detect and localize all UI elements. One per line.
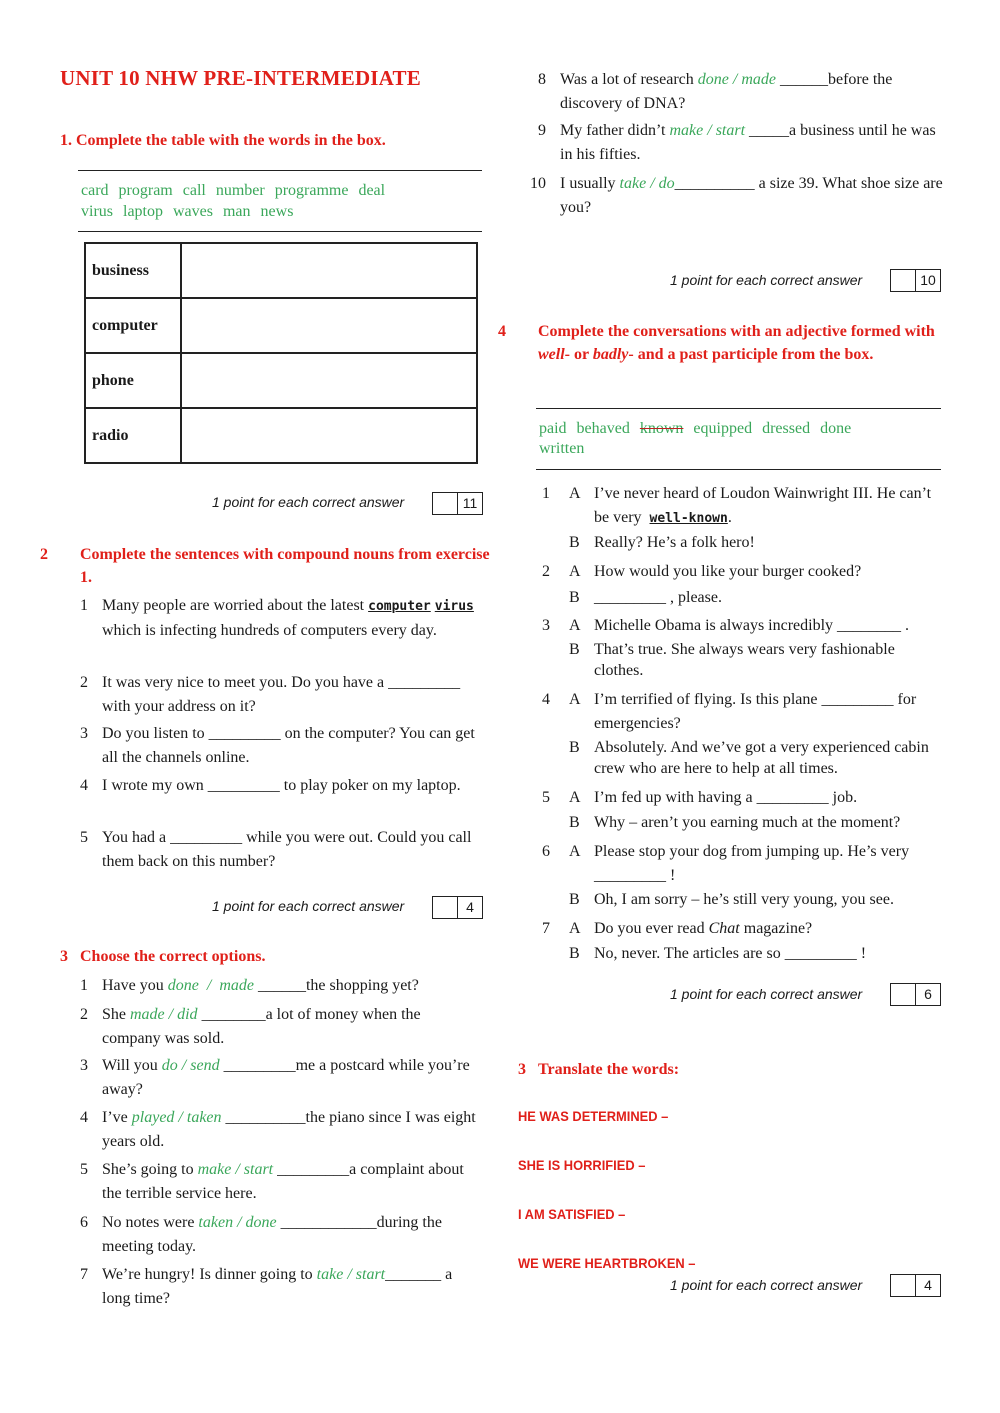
ex4-box-bottom-rule xyxy=(536,469,941,470)
word: deal xyxy=(358,182,386,199)
speaker-a: A xyxy=(569,485,581,502)
speaker-b: B xyxy=(569,589,580,606)
item-number: 3 xyxy=(80,1057,88,1074)
option-separator: / xyxy=(646,175,659,192)
conv-number: 2 xyxy=(542,563,550,580)
conv-line-b: Why – aren’t you earning much at the moment? xyxy=(594,814,901,831)
item-number: 1 xyxy=(80,977,88,994)
item-text-part: ________a lot of money when the company was sold. xyxy=(102,1006,421,1047)
ex1-points-label: 1 point for each correct answer xyxy=(212,494,405,510)
conv-line-a: Michelle Obama is always incredibly ________ . xyxy=(594,617,910,634)
conv-line-a xyxy=(594,482,944,531)
ex3-item xyxy=(538,68,943,116)
conv-number: 5 xyxy=(542,789,550,806)
item-text-part: _________me a postcard while you’re away? xyxy=(102,1057,470,1098)
item-number: 5 xyxy=(80,1161,88,1178)
item-text xyxy=(80,1263,480,1311)
option-separator: / xyxy=(164,1006,178,1023)
option-a[interactable]: made xyxy=(130,1006,165,1023)
option-b[interactable]: made xyxy=(741,71,776,88)
line-part: magazine? xyxy=(739,920,813,937)
item-text-part: Many people are worried about the latest xyxy=(102,597,369,614)
ex5-heading xyxy=(518,1058,679,1081)
option-a[interactable]: played xyxy=(131,1109,175,1126)
score-value: 10 xyxy=(920,272,936,288)
option-a[interactable]: done xyxy=(697,71,729,88)
item-text: Do you listen to _________ on the computer? You can get all the channels online. xyxy=(102,725,475,766)
conv-line-a: Please stop your dog from jumping up. He’s very _________ ! xyxy=(594,843,910,884)
option-a[interactable]: make xyxy=(197,1161,232,1178)
word: behaved xyxy=(576,420,630,437)
ex4-number: 4 xyxy=(498,323,506,340)
score-input[interactable] xyxy=(433,493,458,514)
table-row xyxy=(85,243,477,298)
conv-line-b: Absolutely. And we’ve got a very experienced cabin crew who are here to help at all times. xyxy=(594,739,929,777)
word: equipped xyxy=(693,420,753,437)
score-input[interactable] xyxy=(433,897,458,918)
ex4-points-label: 1 point for each correct answer xyxy=(670,986,863,1002)
ex2-item xyxy=(80,671,480,719)
ex2-heading-text: Complete the sentences with compound nouns from exercise 1. xyxy=(80,546,490,586)
ex2-heading xyxy=(40,543,500,589)
conv-line-a: I’m terrified of flying. Is this plane _________ for emergencies? xyxy=(594,691,917,732)
conv-number: 7 xyxy=(542,920,550,937)
speaker-b: B xyxy=(569,814,580,831)
option-a[interactable]: take xyxy=(619,175,647,192)
ex3-item xyxy=(80,1158,480,1206)
item-text xyxy=(80,594,480,643)
item-text xyxy=(80,1054,480,1102)
item-text xyxy=(530,172,943,220)
ex4-heading-part: badly xyxy=(592,346,629,363)
item-number: 8 xyxy=(538,71,546,88)
word: program xyxy=(118,182,173,199)
word: man xyxy=(222,203,251,220)
item-text xyxy=(538,119,943,167)
ex5-points-label: 1 point for each correct answer xyxy=(670,1277,863,1293)
option-a[interactable]: do xyxy=(161,1057,178,1074)
filled-answer: virus xyxy=(434,599,474,614)
conv-line-b: Oh, I am sorry – he’s still very young, you see. xyxy=(594,891,894,908)
magazine-title: Chat xyxy=(708,920,740,937)
ex2-points-label: 1 point for each correct answer xyxy=(212,898,405,914)
item-text-part: ____________during the meeting today. xyxy=(102,1214,442,1255)
ex3-heading-text: Choose the correct options. xyxy=(80,948,266,965)
ex5-number: 3 xyxy=(518,1061,526,1078)
ex4-box-top-rule xyxy=(536,408,941,409)
conv-number: 6 xyxy=(542,843,550,860)
ex4-heading-part: well xyxy=(538,346,565,363)
item-number: 9 xyxy=(538,122,546,139)
item-text-part: ______before the discovery of DNA? xyxy=(560,71,893,112)
line-part: I’ve never heard of Loudon Wainwright III. He can’t be very xyxy=(594,485,932,526)
conv-line-a xyxy=(594,917,944,941)
item-text-part: __________ a size 39. What shoe size are you? xyxy=(560,175,943,216)
ex2-number: 2 xyxy=(40,546,48,563)
score-value: 4 xyxy=(924,1277,932,1293)
item-number: 2 xyxy=(80,674,88,691)
word: programme xyxy=(274,182,349,199)
conv-line-b: That’s true. She always wears very fashionable clothes. xyxy=(594,641,895,679)
item-number: 6 xyxy=(80,1214,88,1231)
word: number xyxy=(215,182,265,199)
item-number: 1 xyxy=(80,597,88,614)
speaker-b: B xyxy=(569,534,580,551)
word: laptop xyxy=(123,203,163,220)
item-text xyxy=(80,1003,480,1051)
option-separator: / xyxy=(343,1266,356,1283)
option-b[interactable]: done xyxy=(245,1214,277,1231)
filled-answer: computer xyxy=(368,599,431,614)
item-text xyxy=(80,1158,480,1206)
item-number: 4 xyxy=(80,1109,88,1126)
ex1-word-box xyxy=(81,180,481,222)
item-number: 7 xyxy=(80,1266,88,1283)
line-part: Do you ever read xyxy=(594,920,709,937)
word: news xyxy=(260,203,294,220)
ex2-item xyxy=(80,594,480,643)
option-b[interactable]: did xyxy=(177,1006,198,1023)
option-separator: / xyxy=(728,71,742,88)
conv-line-b: _________ , please. xyxy=(594,589,722,606)
word: call xyxy=(182,182,206,199)
score-value: 11 xyxy=(462,495,478,511)
ex1-number: 1. xyxy=(60,132,72,149)
row-label: radio xyxy=(85,408,181,463)
item-number: 10 xyxy=(530,175,546,192)
item-text xyxy=(80,1106,480,1154)
ex1-score-box xyxy=(432,492,483,515)
conv-number: 4 xyxy=(542,691,550,708)
item-text xyxy=(80,1211,480,1259)
ex4-heading-part: - and a past participle from the box. xyxy=(628,346,874,363)
translate-phrase: WE WERE HEARTBROKEN – xyxy=(518,1255,696,1271)
item-number: 4 xyxy=(80,777,88,794)
item-text-part: __________the piano since I was eight years old. xyxy=(102,1109,476,1150)
item-number: 2 xyxy=(80,1006,88,1023)
item-text-part: _____a business until he was in his fifties. xyxy=(560,122,936,163)
row-label: computer xyxy=(85,298,181,353)
answer-cell[interactable] xyxy=(181,353,477,408)
row-label: phone xyxy=(85,353,181,408)
ex3-item xyxy=(530,172,943,220)
filled-answer: well-known xyxy=(649,511,728,526)
option-a[interactable]: taken xyxy=(198,1214,234,1231)
ex4-score-box xyxy=(890,983,941,1006)
option-b[interactable]: made xyxy=(219,977,254,994)
speaker-a: A xyxy=(569,789,581,806)
speaker-a: A xyxy=(569,843,581,860)
option-separator: / xyxy=(177,1057,191,1074)
speaker-b: B xyxy=(569,945,580,962)
ex4-heading-part: Complete the conversations with an adjective formed with xyxy=(538,323,935,340)
ex5-score-box xyxy=(890,1274,941,1297)
conv-number: 1 xyxy=(542,485,550,502)
ex3-item xyxy=(80,1003,480,1051)
item-text xyxy=(538,68,943,116)
conv-number: 3 xyxy=(542,617,550,634)
option-b[interactable]: send xyxy=(190,1057,220,1074)
ex4-heading xyxy=(498,320,963,366)
translate-phrase: SHE IS HORRIFIED – xyxy=(518,1157,646,1173)
item-text-part: which is infecting hundreds of computers every day. xyxy=(102,622,437,639)
word: virus xyxy=(81,203,113,220)
ex5-heading-text: Translate the words: xyxy=(538,1061,680,1078)
option-a[interactable]: done xyxy=(167,977,199,994)
item-text-part: _________a complaint about the terrible service here. xyxy=(102,1161,464,1202)
conv-line-a: I’m fed up with having a _________ job. xyxy=(594,789,858,806)
option-separator: / xyxy=(174,1109,187,1126)
answer-cell[interactable] xyxy=(181,298,477,353)
item-text-part: I usually xyxy=(560,175,620,192)
speaker-a: A xyxy=(569,563,581,580)
item-text-part: We’re hungry! Is dinner going to xyxy=(102,1266,317,1283)
item-text: It was very nice to meet you. Do you have a _________ with your address on it? xyxy=(102,674,461,715)
option-b[interactable]: start xyxy=(715,122,746,139)
item-text: You had a _________ while you were out. Could you call them back on this number? xyxy=(102,829,472,870)
option-b[interactable]: do xyxy=(658,175,675,192)
option-separator: / xyxy=(198,977,220,994)
item-text-part: _______ a long time? xyxy=(102,1266,453,1307)
table-row xyxy=(85,408,477,463)
option-separator: / xyxy=(231,1161,244,1178)
speaker-a: A xyxy=(569,920,581,937)
ex3-item xyxy=(80,1211,480,1259)
row-label: business xyxy=(85,243,181,298)
word: waves xyxy=(173,203,213,220)
conv-line-b: No, never. The articles are so _________ ! xyxy=(594,945,867,962)
answer-cell[interactable] xyxy=(181,408,477,463)
option-separator: / xyxy=(703,122,716,139)
ex4-word-box xyxy=(539,419,939,459)
item-text-part: Was a lot of research xyxy=(560,71,698,88)
speaker-a: A xyxy=(569,617,581,634)
ex3-heading xyxy=(60,945,265,968)
ex1-heading-text: Complete the table with the words in the box. xyxy=(76,132,386,149)
ex3-item xyxy=(80,974,480,998)
speaker-b: B xyxy=(569,641,580,658)
option-b[interactable]: start xyxy=(243,1161,274,1178)
ex3-item xyxy=(80,1106,480,1154)
item-number: 3 xyxy=(80,725,88,742)
word: done xyxy=(820,420,852,437)
item-text: I wrote my own _________ to play poker on my laptop. xyxy=(102,777,461,794)
option-a[interactable]: make xyxy=(669,122,704,139)
ex1-box-top-rule xyxy=(78,170,482,171)
ex3-item xyxy=(80,1263,480,1311)
page-title: UNIT 10 NHW PRE-INTERMEDIATE xyxy=(60,66,421,90)
conv-line-b: Really? He’s a folk hero! xyxy=(594,534,755,551)
speaker-a: A xyxy=(569,691,581,708)
item-text-part: ______the shopping yet? xyxy=(253,977,419,994)
option-b[interactable]: taken xyxy=(186,1109,222,1126)
ex1-heading xyxy=(60,129,386,152)
word: dressed xyxy=(762,420,811,437)
ex3-item xyxy=(80,1054,480,1102)
ex2-item xyxy=(80,774,480,798)
line-part: . xyxy=(727,509,732,526)
item-text-part: Have you xyxy=(102,977,168,994)
option-separator: / xyxy=(233,1214,246,1231)
item-text-part: My father didn’t xyxy=(560,122,670,139)
ex4-heading-part: - or xyxy=(564,346,593,363)
ex3-item xyxy=(538,119,943,167)
score-input[interactable] xyxy=(891,984,916,1005)
score-input[interactable] xyxy=(891,1275,916,1296)
conv-line-a: How would you like your burger cooked? xyxy=(594,563,862,580)
item-text-part: She xyxy=(102,1006,130,1023)
ex2-item xyxy=(80,826,480,874)
item-text-part: Will you xyxy=(102,1057,162,1074)
item-text-part: No notes were xyxy=(102,1214,199,1231)
ex2-score-box xyxy=(432,896,483,919)
word: card xyxy=(81,182,109,199)
score-value: 4 xyxy=(466,899,474,915)
item-text-part: She’s going to xyxy=(102,1161,198,1178)
score-value: 6 xyxy=(924,986,932,1002)
category-table xyxy=(84,242,478,464)
option-a[interactable]: take xyxy=(316,1266,344,1283)
translate-phrase: HE WAS DETERMINED – xyxy=(518,1108,669,1124)
item-number: 5 xyxy=(80,829,88,846)
score-input[interactable] xyxy=(891,270,916,291)
item-text-part: I’ve xyxy=(102,1109,132,1126)
translate-phrase: I AM SATISFIED – xyxy=(518,1206,626,1222)
speaker-b: B xyxy=(569,891,580,908)
ex3-points-label: 1 point for each correct answer xyxy=(670,272,863,288)
ex2-item xyxy=(80,722,480,770)
ex3-number: 3 xyxy=(60,948,68,965)
table-row xyxy=(85,353,477,408)
answer-cell[interactable] xyxy=(181,243,477,298)
ex1-box-bottom-rule xyxy=(78,231,482,232)
word: paid xyxy=(539,420,567,437)
option-b[interactable]: start xyxy=(355,1266,386,1283)
speaker-b: B xyxy=(569,739,580,756)
table-row xyxy=(85,298,477,353)
ex3-score-box xyxy=(890,269,941,292)
word-struck: known xyxy=(639,420,684,437)
item-text xyxy=(80,974,480,998)
word: written xyxy=(539,440,585,457)
